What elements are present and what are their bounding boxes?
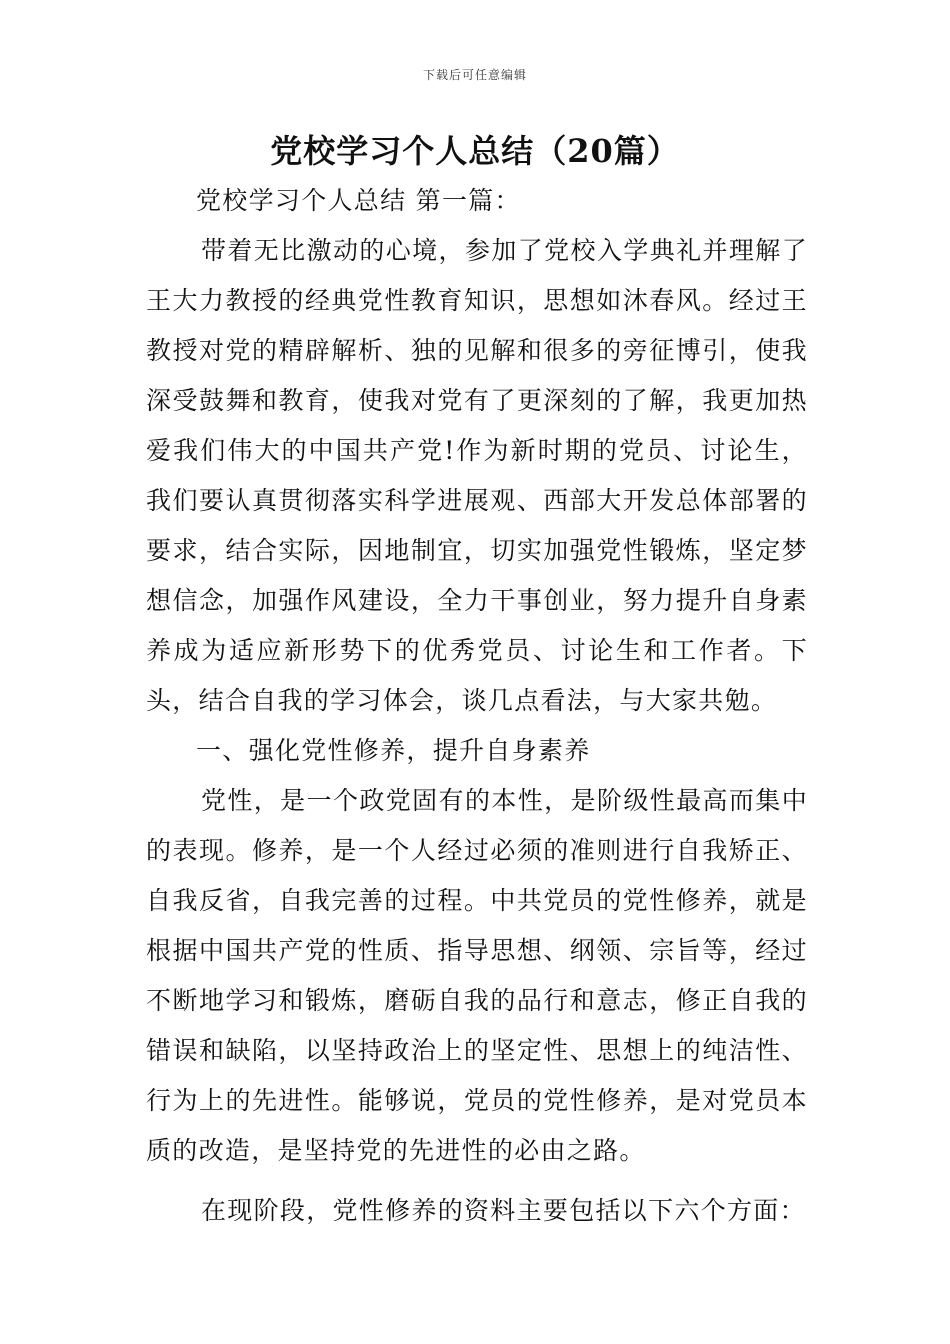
document-title: 党校学习个人总结（20篇） [270, 132, 680, 170]
section-heading-1: 一、强化党性修养，提升自身素养 [196, 736, 591, 765]
paragraph-intro: 带着无比激动的心境，参加了党校入学典礼并理解了王大力教授的经典党性教育知识，思想如沐春风。经过王教授对党的精辟解析、独的见解和很多的旁征博引，使我深受鼓舞和教育，使我对党有了更深刻的了解，我更加热爱我们伟大的中国共产党!作为新时期的党员、讨论生，我们要认真贯彻落实科学进展观、西部大开发总体部署的要求，结合实际，因地制宜，切实加强党性锻炼，坚定梦想信念，加强作风建设，全力干事创业，努力提升自身素养成为适应新形势下的优秀党员、讨论生和工作者。下头，结合自我的学习体会，谈几点看法，与大家共勉。 [146, 236, 808, 715]
paragraph-party-spirit: 党性，是一个政党固有的本性，是阶级性最高而集中的表现。修养，是一个人经过必须的准则进行自我矫正、自我反省，自我完善的过程。中共党员的党性修养，就是根据中国共产党的性质、指导思想、纲领、宗旨等，经过不断地学习和锻炼，磨砺自我的品行和意志，修正自我的错误和缺陷，以坚持政治上的坚定性、思想上的纯洁性、行为上的先进性。能够说，党员的党性修养，是对党员本质的改造，是坚持党的先进性的必由之路。 [146, 786, 808, 1165]
document-subtitle: 党校学习个人总结 第一篇： [196, 186, 521, 215]
header-note: 下载后可任意编辑 [422, 68, 527, 82]
paragraph-six-aspects: 在现阶段，党性修养的资料主要包括以下六个方面： [201, 1196, 806, 1225]
document-body [146, 176, 808, 1236]
